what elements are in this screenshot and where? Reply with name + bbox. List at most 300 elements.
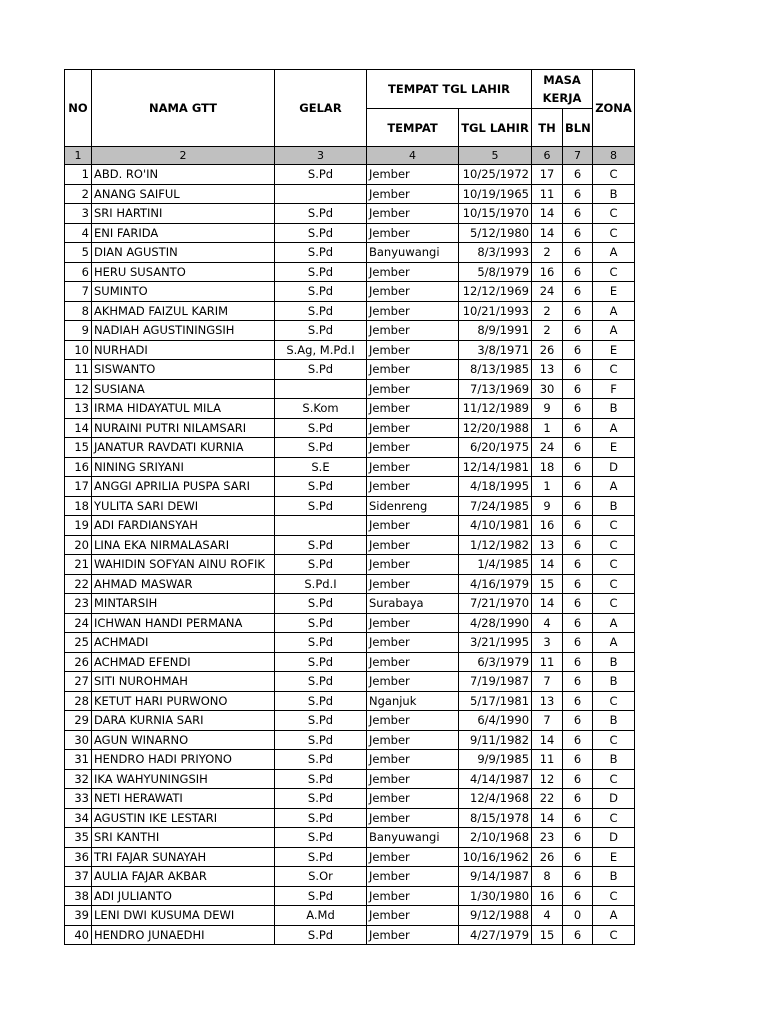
cell-th: 14	[532, 555, 563, 575]
cell-tempat: Jember	[367, 340, 459, 360]
cell-bln: 6	[563, 886, 593, 906]
cell-nama: WAHIDIN SOFYAN AINU ROFIK	[92, 555, 275, 575]
cell-gelar: S.Pd	[275, 555, 367, 575]
cell-bln: 6	[563, 223, 593, 243]
cell-tgl-lahir: 6/20/1975	[459, 438, 532, 458]
cell-bln: 6	[563, 457, 593, 477]
cell-nama: MINTARSIH	[92, 594, 275, 614]
cell-no: 20	[65, 535, 92, 555]
cell-nama: YULITA SARI DEWI	[92, 496, 275, 516]
cell-gelar: S.Pd	[275, 652, 367, 672]
cell-tgl-lahir: 5/8/1979	[459, 262, 532, 282]
cell-nama: ABD. RO'IN	[92, 165, 275, 185]
cell-th: 14	[532, 730, 563, 750]
cell-th: 14	[532, 204, 563, 224]
cell-no: 38	[65, 886, 92, 906]
cell-nama: ICHWAN HANDI PERMANA	[92, 613, 275, 633]
table-row	[65, 243, 635, 263]
header-th: TH	[532, 109, 563, 147]
cell-tempat: Jember	[367, 418, 459, 438]
cell-bln: 6	[563, 555, 593, 575]
cell-tgl-lahir: 6/4/1990	[459, 711, 532, 731]
cell-nama: NURHADI	[92, 340, 275, 360]
cell-tgl-lahir: 2/10/1968	[459, 828, 532, 848]
cell-th: 13	[532, 691, 563, 711]
table-row	[65, 867, 635, 887]
cell-bln: 6	[563, 496, 593, 516]
table-row	[65, 399, 635, 419]
cell-zona: A	[593, 906, 635, 926]
cell-tgl-lahir: 7/21/1970	[459, 594, 532, 614]
cell-no: 2	[65, 184, 92, 204]
cell-gelar: S.Pd	[275, 711, 367, 731]
cell-gelar: S.Pd	[275, 594, 367, 614]
cell-nama: NETI HERAWATI	[92, 789, 275, 809]
cell-nama: ANANG SAIFUL	[92, 184, 275, 204]
table-row	[65, 633, 635, 653]
cell-nama: SISWANTO	[92, 360, 275, 380]
cell-th: 4	[532, 613, 563, 633]
cell-th: 30	[532, 379, 563, 399]
cell-tempat: Jember	[367, 204, 459, 224]
cell-tempat: Jember	[367, 438, 459, 458]
cell-nama: ADI JULIANTO	[92, 886, 275, 906]
cell-zona: A	[593, 613, 635, 633]
cell-th: 24	[532, 438, 563, 458]
cell-nama: DARA KURNIA SARI	[92, 711, 275, 731]
cell-th: 1	[532, 477, 563, 497]
cell-no: 40	[65, 925, 92, 945]
column-index: 2	[92, 147, 275, 165]
cell-no: 18	[65, 496, 92, 516]
cell-zona: A	[593, 321, 635, 341]
cell-bln: 6	[563, 574, 593, 594]
cell-zona: C	[593, 516, 635, 536]
cell-tgl-lahir: 1/4/1985	[459, 555, 532, 575]
cell-bln: 6	[563, 828, 593, 848]
cell-th: 11	[532, 184, 563, 204]
cell-tgl-lahir: 7/19/1987	[459, 672, 532, 692]
cell-tgl-lahir: 10/25/1972	[459, 165, 532, 185]
cell-tgl-lahir: 4/16/1979	[459, 574, 532, 594]
cell-zona: C	[593, 165, 635, 185]
cell-nama: AKHMAD FAIZUL KARIM	[92, 301, 275, 321]
cell-nama: NADIAH AGUSTININGSIH	[92, 321, 275, 341]
cell-nama: JANATUR RAVDATI KURNIA	[92, 438, 275, 458]
cell-gelar: S.Pd	[275, 418, 367, 438]
cell-tempat: Jember	[367, 184, 459, 204]
cell-zona: C	[593, 594, 635, 614]
cell-nama: ANGGI APRILIA PUSPA SARI	[92, 477, 275, 497]
cell-tgl-lahir: 9/12/1988	[459, 906, 532, 926]
cell-zona: C	[593, 730, 635, 750]
cell-tgl-lahir: 12/4/1968	[459, 789, 532, 809]
table-row	[65, 204, 635, 224]
cell-bln: 0	[563, 906, 593, 926]
cell-no: 35	[65, 828, 92, 848]
table-row	[65, 282, 635, 302]
cell-gelar: S.Pd	[275, 360, 367, 380]
cell-nama: HENDRO HADI PRIYONO	[92, 750, 275, 770]
table-row	[65, 906, 635, 926]
column-index-row	[65, 147, 635, 165]
cell-tgl-lahir: 12/12/1969	[459, 282, 532, 302]
header-masa-kerja	[532, 70, 593, 109]
cell-bln: 6	[563, 360, 593, 380]
cell-gelar: S.Pd	[275, 672, 367, 692]
cell-no: 11	[65, 360, 92, 380]
cell-tempat: Jember	[367, 321, 459, 341]
cell-nama: HENDRO JUNAEDHI	[92, 925, 275, 945]
cell-nama: NINING SRIYANI	[92, 457, 275, 477]
cell-gelar: S.Pd	[275, 204, 367, 224]
cell-bln: 6	[563, 672, 593, 692]
cell-gelar: S.Pd	[275, 925, 367, 945]
cell-th: 17	[532, 165, 563, 185]
cell-th: 15	[532, 925, 563, 945]
cell-tempat: Jember	[367, 165, 459, 185]
cell-zona: C	[593, 886, 635, 906]
table-row	[65, 438, 635, 458]
cell-no: 15	[65, 438, 92, 458]
cell-tgl-lahir: 8/3/1993	[459, 243, 532, 263]
cell-tempat: Jember	[367, 613, 459, 633]
cell-bln: 6	[563, 808, 593, 828]
cell-nama: SRI HARTINI	[92, 204, 275, 224]
header-tgl-lahir: TGL LAHIR	[459, 109, 532, 147]
cell-nama: LENI DWI KUSUMA DEWI	[92, 906, 275, 926]
cell-no: 16	[65, 457, 92, 477]
cell-zona: C	[593, 223, 635, 243]
cell-no: 36	[65, 847, 92, 867]
cell-bln: 6	[563, 633, 593, 653]
cell-nama: ADI FARDIANSYAH	[92, 516, 275, 536]
cell-zona: A	[593, 477, 635, 497]
cell-bln: 6	[563, 535, 593, 555]
table-row	[65, 594, 635, 614]
cell-th: 12	[532, 769, 563, 789]
cell-tempat: Jember	[367, 750, 459, 770]
cell-bln: 6	[563, 769, 593, 789]
cell-zona: C	[593, 808, 635, 828]
header-row-1	[65, 70, 635, 109]
table-row	[65, 730, 635, 750]
cell-tempat: Jember	[367, 535, 459, 555]
header-tempat-tgl-lahir: TEMPAT TGL LAHIR	[367, 70, 532, 109]
cell-zona: C	[593, 535, 635, 555]
column-index: 1	[65, 147, 92, 165]
cell-gelar: S.E	[275, 457, 367, 477]
cell-gelar: S.Pd	[275, 262, 367, 282]
table-row	[65, 769, 635, 789]
cell-bln: 6	[563, 594, 593, 614]
cell-tgl-lahir: 4/14/1987	[459, 769, 532, 789]
cell-bln: 6	[563, 418, 593, 438]
cell-nama: SRI KANTHI	[92, 828, 275, 848]
cell-tempat: Jember	[367, 886, 459, 906]
cell-zona: E	[593, 438, 635, 458]
cell-no: 34	[65, 808, 92, 828]
table-row	[65, 555, 635, 575]
table-row	[65, 457, 635, 477]
cell-gelar: S.Pd	[275, 165, 367, 185]
cell-gelar	[275, 184, 367, 204]
table-row	[65, 613, 635, 633]
table-row	[65, 418, 635, 438]
cell-bln: 6	[563, 243, 593, 263]
cell-tempat: Sidenreng	[367, 496, 459, 516]
table-row	[65, 711, 635, 731]
cell-tgl-lahir: 4/27/1979	[459, 925, 532, 945]
cell-tempat: Jember	[367, 769, 459, 789]
cell-gelar: S.Pd	[275, 828, 367, 848]
cell-tempat: Jember	[367, 652, 459, 672]
cell-tempat: Jember	[367, 633, 459, 653]
table-row	[65, 340, 635, 360]
cell-zona: C	[593, 574, 635, 594]
cell-zona: B	[593, 672, 635, 692]
cell-bln: 6	[563, 847, 593, 867]
header-nama: NAMA GTT	[92, 70, 275, 147]
cell-tempat: Jember	[367, 867, 459, 887]
cell-no: 32	[65, 769, 92, 789]
cell-tempat: Jember	[367, 301, 459, 321]
column-index: 5	[459, 147, 532, 165]
cell-tempat: Jember	[367, 574, 459, 594]
header-zona: ZONA	[593, 70, 635, 147]
cell-tempat: Jember	[367, 223, 459, 243]
table-row	[65, 165, 635, 185]
cell-bln: 6	[563, 613, 593, 633]
cell-th: 11	[532, 750, 563, 770]
cell-tgl-lahir: 3/21/1995	[459, 633, 532, 653]
table-row	[65, 828, 635, 848]
cell-no: 30	[65, 730, 92, 750]
cell-tgl-lahir: 5/12/1980	[459, 223, 532, 243]
cell-nama: NURAINI PUTRI NILAMSARI	[92, 418, 275, 438]
table-row	[65, 535, 635, 555]
cell-bln: 6	[563, 730, 593, 750]
cell-gelar: S.Pd	[275, 633, 367, 653]
cell-no: 17	[65, 477, 92, 497]
cell-no: 3	[65, 204, 92, 224]
cell-gelar: S.Pd	[275, 769, 367, 789]
cell-zona: D	[593, 828, 635, 848]
column-index: 4	[367, 147, 459, 165]
cell-th: 15	[532, 574, 563, 594]
cell-th: 9	[532, 399, 563, 419]
cell-no: 29	[65, 711, 92, 731]
cell-gelar: S.Pd	[275, 886, 367, 906]
cell-th: 16	[532, 262, 563, 282]
cell-no: 21	[65, 555, 92, 575]
cell-no: 31	[65, 750, 92, 770]
cell-bln: 6	[563, 379, 593, 399]
cell-nama: AULIA FAJAR AKBAR	[92, 867, 275, 887]
cell-gelar: S.Pd	[275, 535, 367, 555]
cell-gelar: S.Pd	[275, 321, 367, 341]
cell-gelar: S.Pd	[275, 613, 367, 633]
cell-tempat: Jember	[367, 808, 459, 828]
table-row	[65, 750, 635, 770]
cell-bln: 6	[563, 165, 593, 185]
cell-gelar: S.Pd	[275, 477, 367, 497]
table-row	[65, 652, 635, 672]
cell-tempat: Jember	[367, 360, 459, 380]
cell-tgl-lahir: 8/9/1991	[459, 321, 532, 341]
cell-nama: ACHMADI	[92, 633, 275, 653]
cell-zona: A	[593, 243, 635, 263]
cell-no: 19	[65, 516, 92, 536]
cell-zona: B	[593, 750, 635, 770]
cell-gelar: S.Pd	[275, 223, 367, 243]
cell-zona: C	[593, 691, 635, 711]
cell-th: 2	[532, 321, 563, 341]
cell-th: 22	[532, 789, 563, 809]
cell-no: 23	[65, 594, 92, 614]
cell-no: 39	[65, 906, 92, 926]
cell-nama: IRMA HIDAYATUL MILA	[92, 399, 275, 419]
cell-nama: DIAN AGUSTIN	[92, 243, 275, 263]
cell-th: 11	[532, 652, 563, 672]
cell-no: 10	[65, 340, 92, 360]
cell-gelar	[275, 379, 367, 399]
table-row	[65, 321, 635, 341]
cell-tgl-lahir: 12/14/1981	[459, 457, 532, 477]
cell-gelar: S.Pd	[275, 243, 367, 263]
cell-th: 7	[532, 672, 563, 692]
cell-tgl-lahir: 9/11/1982	[459, 730, 532, 750]
cell-tempat: Banyuwangi	[367, 828, 459, 848]
cell-bln: 6	[563, 652, 593, 672]
cell-no: 27	[65, 672, 92, 692]
cell-zona: C	[593, 769, 635, 789]
cell-tgl-lahir: 1/30/1980	[459, 886, 532, 906]
table-row	[65, 496, 635, 516]
cell-th: 24	[532, 282, 563, 302]
cell-zona: B	[593, 867, 635, 887]
cell-bln: 6	[563, 516, 593, 536]
cell-no: 37	[65, 867, 92, 887]
cell-no: 7	[65, 282, 92, 302]
cell-tempat: Jember	[367, 711, 459, 731]
cell-bln: 6	[563, 282, 593, 302]
cell-zona: D	[593, 789, 635, 809]
cell-th: 13	[532, 535, 563, 555]
cell-tempat: Jember	[367, 379, 459, 399]
cell-zona: D	[593, 457, 635, 477]
cell-gelar: S.Pd	[275, 496, 367, 516]
cell-zona: C	[593, 360, 635, 380]
cell-zona: C	[593, 262, 635, 282]
cell-th: 14	[532, 594, 563, 614]
cell-no: 33	[65, 789, 92, 809]
cell-tgl-lahir: 7/24/1985	[459, 496, 532, 516]
cell-tgl-lahir: 9/14/1987	[459, 867, 532, 887]
cell-tgl-lahir: 11/12/1989	[459, 399, 532, 419]
cell-tempat: Jember	[367, 906, 459, 926]
header-bln: BLN	[563, 109, 593, 147]
cell-zona: E	[593, 847, 635, 867]
cell-no: 24	[65, 613, 92, 633]
cell-bln: 6	[563, 867, 593, 887]
cell-no: 26	[65, 652, 92, 672]
table-row	[65, 301, 635, 321]
cell-th: 26	[532, 847, 563, 867]
cell-gelar: S.Pd	[275, 750, 367, 770]
cell-tempat: Jember	[367, 789, 459, 809]
cell-tgl-lahir: 6/3/1979	[459, 652, 532, 672]
table-row	[65, 516, 635, 536]
cell-zona: B	[593, 652, 635, 672]
cell-gelar	[275, 516, 367, 536]
cell-nama: IKA WAHYUNINGSIH	[92, 769, 275, 789]
cell-tgl-lahir: 4/10/1981	[459, 516, 532, 536]
cell-tgl-lahir: 12/20/1988	[459, 418, 532, 438]
cell-gelar: S.Kom	[275, 399, 367, 419]
cell-tgl-lahir: 10/15/1970	[459, 204, 532, 224]
cell-no: 12	[65, 379, 92, 399]
cell-nama: AGUN WINARNO	[92, 730, 275, 750]
cell-th: 7	[532, 711, 563, 731]
cell-tempat: Jember	[367, 672, 459, 692]
column-index: 3	[275, 147, 367, 165]
header-no: NO	[65, 70, 92, 147]
table-row	[65, 360, 635, 380]
cell-th: 26	[532, 340, 563, 360]
cell-gelar: S.Ag, M.Pd.I	[275, 340, 367, 360]
cell-gelar: S.Pd	[275, 691, 367, 711]
cell-no: 1	[65, 165, 92, 185]
cell-th: 8	[532, 867, 563, 887]
cell-bln: 6	[563, 321, 593, 341]
cell-zona: B	[593, 496, 635, 516]
cell-bln: 6	[563, 262, 593, 282]
cell-tgl-lahir: 5/17/1981	[459, 691, 532, 711]
table-row	[65, 477, 635, 497]
cell-th: 14	[532, 223, 563, 243]
table-row	[65, 672, 635, 692]
cell-tempat: Jember	[367, 730, 459, 750]
cell-zona: F	[593, 379, 635, 399]
cell-gelar: S.Pd	[275, 438, 367, 458]
cell-tempat: Jember	[367, 516, 459, 536]
column-index: 8	[593, 147, 635, 165]
cell-bln: 6	[563, 399, 593, 419]
column-index: 7	[563, 147, 593, 165]
cell-tempat: Jember	[367, 477, 459, 497]
cell-tgl-lahir: 4/28/1990	[459, 613, 532, 633]
cell-no: 28	[65, 691, 92, 711]
cell-bln: 6	[563, 925, 593, 945]
cell-tempat: Jember	[367, 457, 459, 477]
cell-nama: TRI FAJAR SUNAYAH	[92, 847, 275, 867]
table-row	[65, 262, 635, 282]
cell-tempat: Jember	[367, 925, 459, 945]
cell-th: 16	[532, 516, 563, 536]
cell-nama: SUMINTO	[92, 282, 275, 302]
cell-bln: 6	[563, 477, 593, 497]
cell-tgl-lahir: 10/19/1965	[459, 184, 532, 204]
cell-tgl-lahir: 7/13/1969	[459, 379, 532, 399]
cell-zona: A	[593, 633, 635, 653]
cell-no: 6	[65, 262, 92, 282]
cell-th: 2	[532, 301, 563, 321]
cell-th: 14	[532, 808, 563, 828]
cell-nama: AHMAD MASWAR	[92, 574, 275, 594]
cell-zona: C	[593, 925, 635, 945]
cell-zona: B	[593, 711, 635, 731]
